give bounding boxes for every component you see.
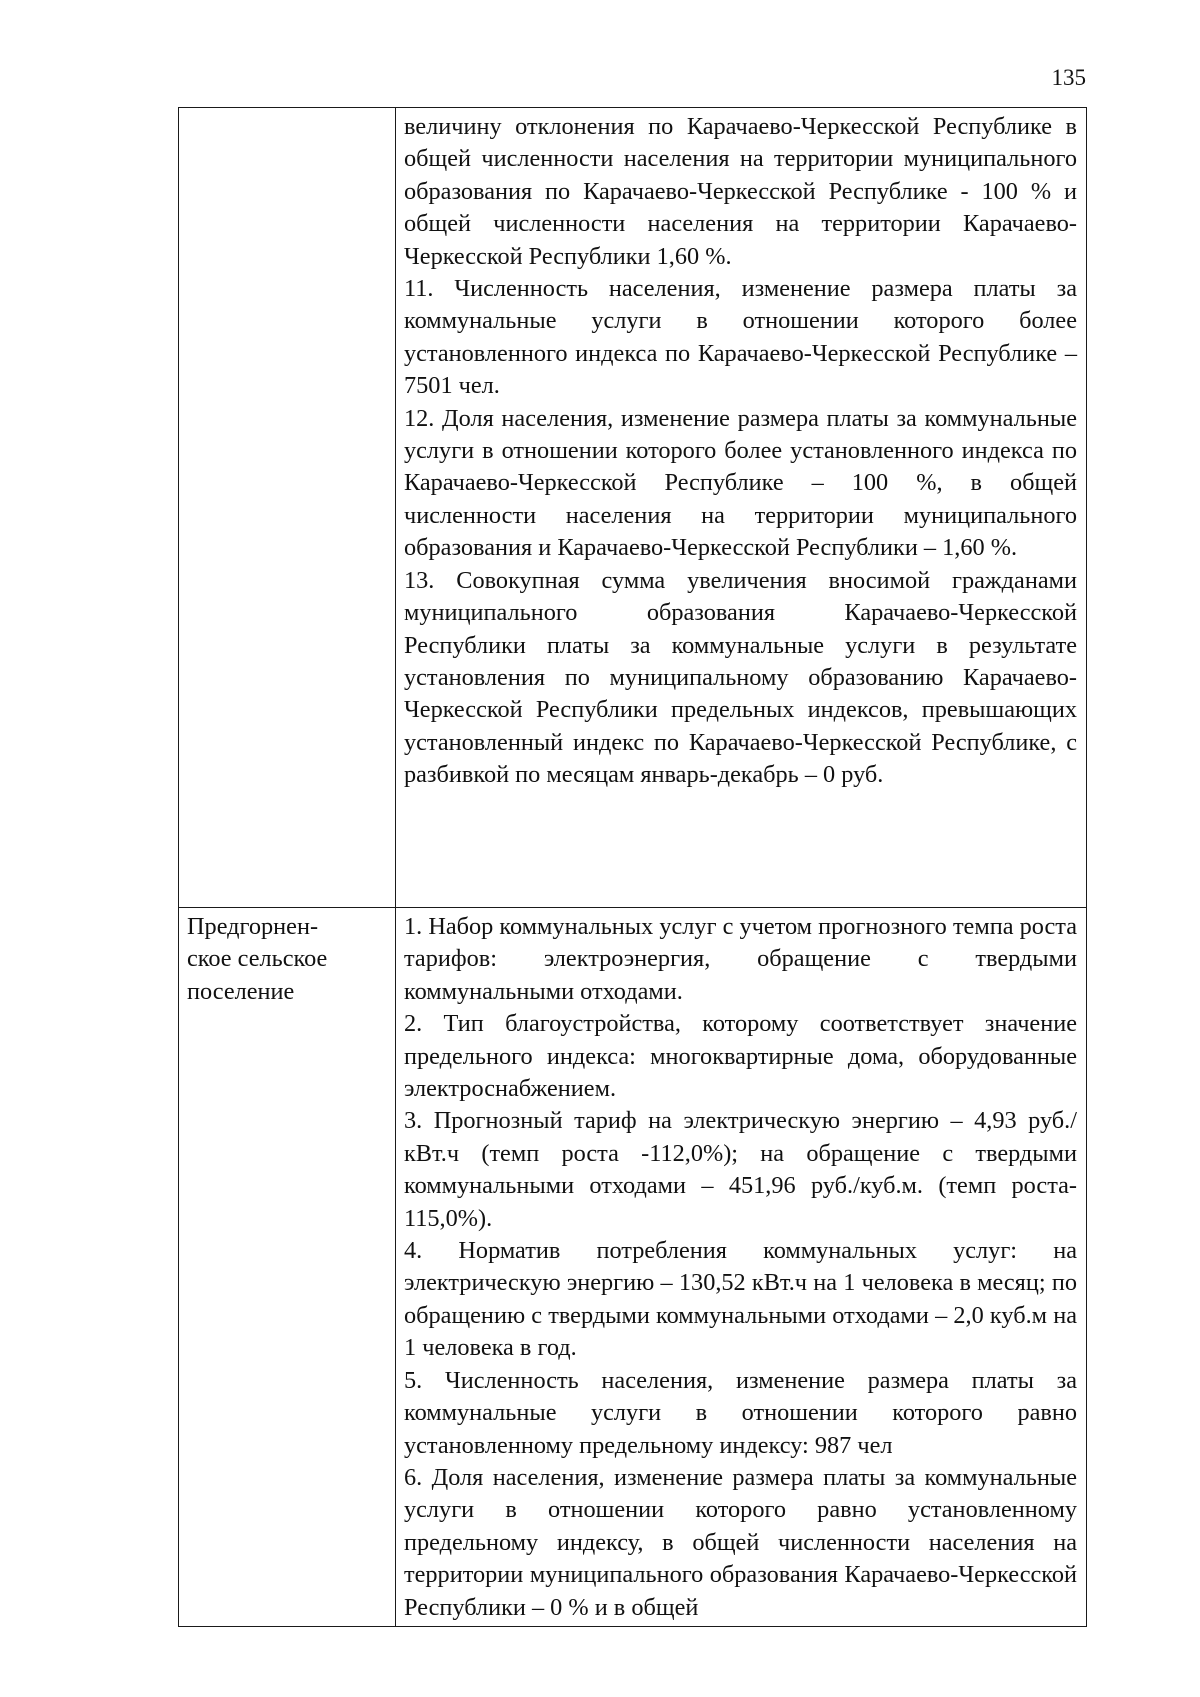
paragraph: 6. Доля населения, изменение размера платы за коммунальные услуги в отношении которого равно установленному предельному индексу, в общей численности населения на территории муниципального образования Карачаево-Черкесской Республики – 0 % и в общей: [404, 1463, 1077, 1621]
page-number: 135: [1051, 65, 1086, 90]
municipality-name-cell: [179, 108, 396, 908]
paragraph: 4. Норматив потребления коммунальных услуг: на электрическую энергию – 130,52 кВт.ч на 1 человека в месяц; по обращению с твердыми коммунальными отходами – 2,0 куб.м на 1 человека в год.: [404, 1237, 1077, 1362]
table-row: [179, 908, 1087, 1627]
indicator-text-cell: [396, 108, 1087, 908]
municipality-name-line: Предгорнен-: [187, 913, 319, 940]
municipality-name-line: поселение: [187, 977, 295, 1005]
municipality-name-cell: [179, 908, 396, 1627]
paragraph: величину отклонения по Карачаево-Черкесской Республике в общей численности населения на территории муниципального образования по Карачаево-Черкесской Республике - 100 % и общей численности населения на территории Карачаево-Черкесской Республики 1,60 %.: [404, 113, 1077, 270]
paragraph: 11. Численность населения, изменение размера платы за коммунальные услуги в отношении которого более установленного индекса по Карачаево-Черкесской Республике – 7501 чел.: [404, 275, 1077, 400]
paragraph: 5. Численность населения, изменение размера платы за коммунальные услуги в отношении которого равно установленному предельному индексу: 987 чел: [404, 1366, 1077, 1459]
paragraph: 13. Совокупная сумма увеличения вносимой гражданами муниципального образования Карачаево-Черкесской Республики платы за коммунальные услуги в результате установления по муниципальному образованию Карачаево-Черкесской Республики предельных индексов, превышающих установленный индекс по Карачаево-Черкесской Республике, с разбивкой по месяцам январь-декабрь – 0 руб.: [404, 566, 1077, 789]
paragraph: 2. Тип благоустройства, которому соответствует значение предельного индекса: многоквартирные дома, оборудованные электроснабжением.: [404, 1010, 1077, 1103]
paragraph: 3. Прогнозный тариф на электрическую энергию – 4,93 руб./кВт.ч (темп роста -112,0%); на обращение с твердыми коммунальными отходами – 451,96 руб./куб.м. (темп роста- 115,0%).: [404, 1107, 1077, 1232]
document-table: [178, 107, 1087, 1627]
paragraph: 12. Доля населения, изменение размера платы за коммунальные услуги в отношении которого более установленного индекса по Карачаево-Черкесской Республике – 100 %, в общей численности населения на территории муниципального образования и Карачаево-Черкесской Республики – 1,60 %.: [404, 404, 1077, 562]
indicator-text-cell: [396, 908, 1087, 1627]
paragraph: 1. Набор коммунальных услуг с учетом прогнозного темпа роста тарифов: электроэнергия, обращение с твердыми коммунальными отходами.: [404, 913, 1077, 1005]
municipality-name-line: ское сельское: [187, 945, 328, 973]
table-row: [179, 108, 1087, 908]
